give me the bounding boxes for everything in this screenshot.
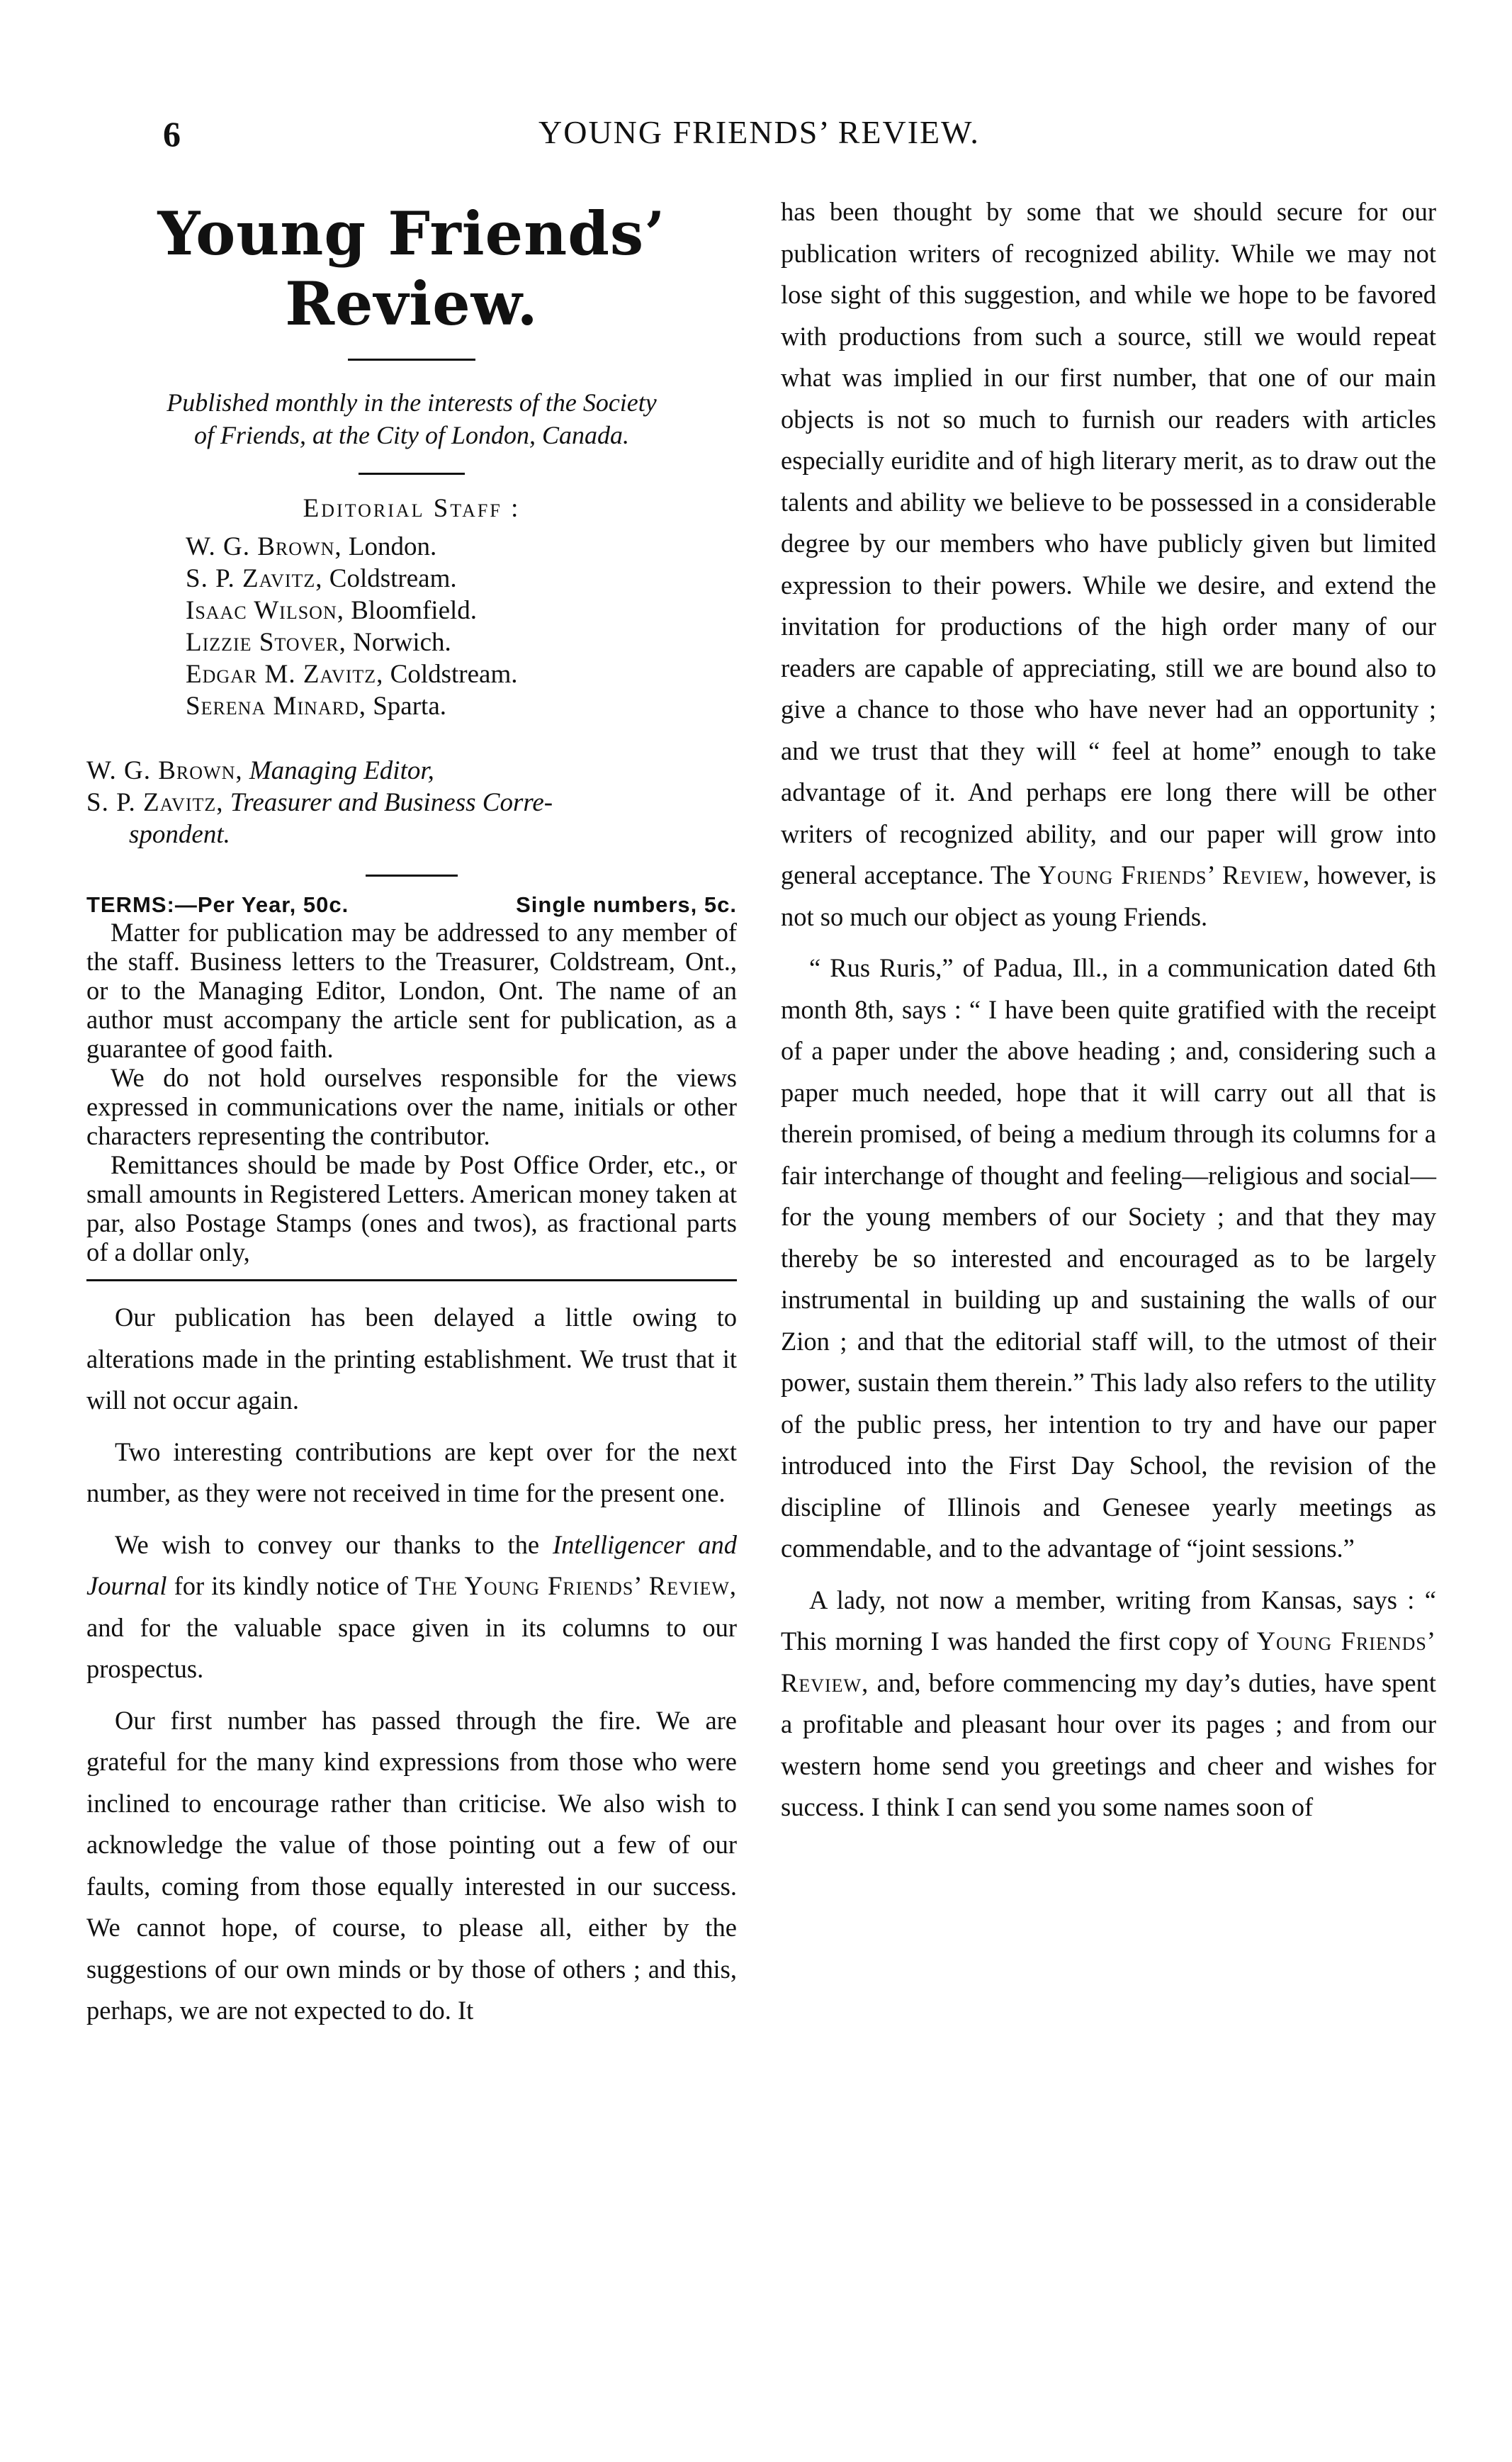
staff-place: Bloomfield. <box>351 596 478 625</box>
text-span: for its kindly notice of <box>174 1571 408 1600</box>
staff-place: Sparta. <box>373 692 446 721</box>
staff-name: W. G. Brown, <box>186 532 342 561</box>
publication-name: Young Friends’ Review, <box>1037 860 1311 889</box>
staff-name: Isaac Wilson, <box>186 596 344 625</box>
running-head <box>0 113 1512 163</box>
editorial-paragraph: Our first number has passed through the fire. We are grateful for the many kind expressions from those who were inclined to encourage rather than criticise. We also wish to acknowledge the value of those pointing out a few of our faults, coming from those equally interested in our success. We cannot hope, of course, to please all, either by the suggestions of our own minds or by those of others ; and this, perhaps, we are not expected to do. It <box>86 1705 737 2025</box>
left-column <box>86 191 737 2042</box>
letter-paragraph: “ Rus Ruris,” of Padua, Ill., in a communication dated 6th month 8th, says : “ I have been quite gratified with the receipt of a paper under the above heading ; and, considering such a paper much needed, hope that it will carry out all that is therein promised, of being a medium through its columns for a fair interchange of thought and feeling—religious and social—for the young members of our Society ; and that they may thereby be so interested and encouraged as to be largely instrumental in building up and sustaining the walls of our Zion ; and that the editorial staff will, to the utmost of their power, sustain them therein.” This lady also refers to the utility of the public press, her intention to try and have our paper introduced into the First Day School, the revision of the discipline of Illinois and Genesee yearly meetings as commendable, and to the advantage of “joint sessions.” <box>781 953 1436 1563</box>
managing-editor-name: W. G. Brown, <box>86 756 243 785</box>
managing-editor-line <box>86 755 737 787</box>
letter-paragraph <box>781 1580 1436 1828</box>
right-column <box>781 191 1436 1838</box>
text-span: A lady, not now a member, writing from Kansas, says : “ This morning I was handed the first copy of <box>781 1585 1436 1656</box>
staff-place: Norwich. <box>353 628 451 657</box>
running-title: YOUNG FRIENDS’ REVIEW. <box>538 114 980 150</box>
staff-place: London. <box>348 532 437 561</box>
section-divider <box>86 1279 737 1281</box>
page-number: 6 <box>163 114 181 154</box>
editorial-paragraph <box>781 191 1436 938</box>
terms-price: TERMS:—Per Year, 50c. <box>86 892 349 917</box>
text-span: however, is not so much our object as young Friends. <box>781 860 1436 931</box>
editorial-paragraph: Our publication has been delayed a little owing to alterations made in the printing establishment. We trust that it will not occur again. <box>86 1303 737 1415</box>
subtitle-line-2: of Friends, at the City of London, Canada. <box>193 421 629 449</box>
editorial-staff-heading: Editorial Staff : <box>303 494 521 523</box>
text-span: We wish to convey our thanks to the <box>115 1529 540 1559</box>
staff-member <box>186 658 737 690</box>
staff-name: Serena Minard, <box>186 692 366 721</box>
terms-paragraph: Remittances should be made by Post Office Order, etc., or small amounts in Registered Letters. American money taken at par, also Postage Stamps (ones and twos), as fractional parts of a dollar only, <box>86 1150 737 1266</box>
staff-name: S. P. Zavitz, <box>186 564 323 593</box>
publication-name: Young Friends’ Review, <box>781 1626 1437 1697</box>
divider <box>366 875 458 877</box>
treasurer-line <box>86 787 737 850</box>
treasurer-role-cont: spondent. <box>129 820 230 849</box>
staff-place: Coldstream. <box>329 564 457 593</box>
treasurer-role: Treasurer and Business Corre- <box>230 788 553 817</box>
terms-paragraph: Matter for publication may be addressed to any member of the staff. Business letters to the Treasurer, Coldstream, Ont., or to the Managing Editor, London, Ont. The name of an author must accompany the article sent for publication, as a guarantee of good faith. <box>86 918 737 1063</box>
masthead-subtitle <box>86 386 737 451</box>
staff-member <box>186 690 737 722</box>
editorial-paragraph <box>86 1524 737 1690</box>
text-span: and, before commencing my day’s duties, have spent a profitable and pleasant hour over its pages ; and from our western home send you greetings and cheer and wishes for success. I think I can send you some names soon of <box>781 1668 1437 1821</box>
publication-name: Intelligencer and Journal <box>86 1529 737 1600</box>
managing-editor-block <box>86 755 737 850</box>
divider <box>359 473 465 475</box>
editorial-staff-list <box>186 531 737 722</box>
divider <box>348 359 475 361</box>
staff-name: Lizzie Stover, <box>186 628 346 657</box>
staff-name: Edgar M. Zavitz, <box>186 660 384 689</box>
text-span: has been thought by some that we should secure for our publication writers of recognized ability. While we may not lose sight of this suggestion, and while we hope to be favored with productions from such a source, still we would repeat what was implied in our first number, that one of our main objects is not so much to furnish our readers with articles especially euridite and of high literary merit, as to draw out the talents and ability we believe to be possessed in a considerable degree by our members who have publicly given but limited expression to their powers. While we desire, and extend the invitation for productions of the high order many of our readers are capable of appreciating, still we are bound also to give a chance to those who have never had an opportunity ; and we trust that they will “ feel at home” enough to take advantage of it. And perhaps ere long there will be other writers of recognized ability, and our paper will grow into general acceptance. The <box>781 197 1436 889</box>
text-span: and for the valuable space given in its columns to our prospectus. <box>86 1612 737 1683</box>
treasurer-name: S. P. Zavitz, <box>86 788 224 817</box>
staff-place: Coldstream. <box>390 660 518 689</box>
masthead-title: Young Friends’ Review. <box>157 198 666 339</box>
staff-member <box>186 531 737 563</box>
terms-heading <box>86 892 737 918</box>
staff-member <box>186 626 737 658</box>
staff-member <box>186 595 737 626</box>
editorial-paragraph: Two interesting contributions are kept over for the next number, as they were not received in time for the present one. <box>86 1437 737 1507</box>
managing-editor-role: Managing Editor, <box>249 756 434 785</box>
subtitle-line-1: Published monthly in the interests of the Society <box>167 388 657 417</box>
publication-name: The Young Friends’ Review, <box>414 1571 738 1600</box>
terms-paragraph: We do not hold ourselves responsible for the views expressed in communications over the name, initials or other characters representing the contributor. <box>86 1063 737 1150</box>
terms-single: Single numbers, 5c. <box>516 892 737 917</box>
staff-member <box>186 563 737 595</box>
